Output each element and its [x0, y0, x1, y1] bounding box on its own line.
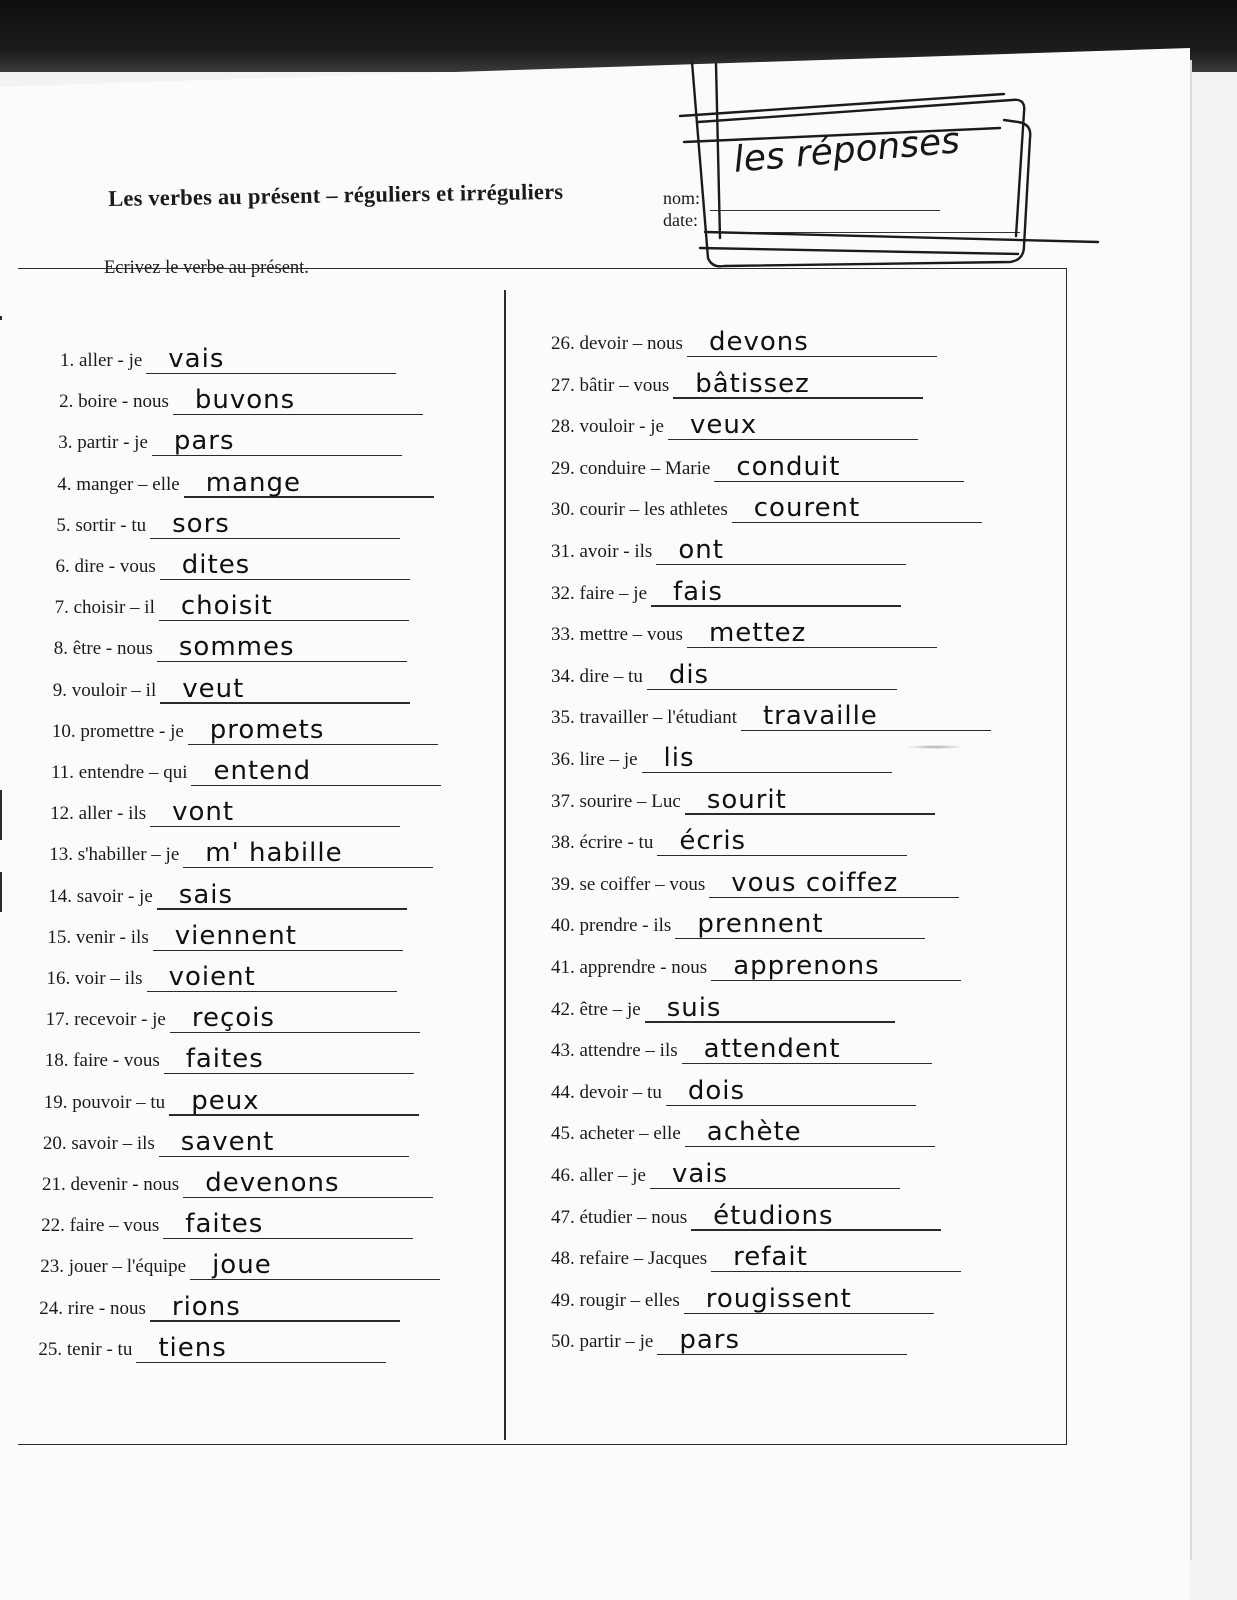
handwritten-answer: vais: [671, 1159, 729, 1189]
handwritten-answer: écris: [679, 826, 747, 857]
verb-prompt: 18. faire - vous: [44, 1050, 160, 1072]
handwritten-answer: entend: [213, 756, 312, 786]
verb-prompt: 36. lire – je: [551, 749, 638, 770]
exercise-item: [40, 1246, 480, 1282]
handwritten-answer: vont: [172, 797, 235, 828]
verb-prompt: 4. manger – elle: [57, 473, 180, 495]
verb-prompt: 8. être - nous: [53, 638, 153, 660]
verb-prompt: 42. être – je: [551, 998, 641, 1020]
exercise-item: [57, 464, 497, 500]
handwritten-answer: dois: [687, 1075, 746, 1106]
handwritten-answer: veux: [689, 410, 758, 441]
exercise-item: [551, 1072, 1021, 1108]
handwritten-answer: veut: [182, 673, 245, 704]
exercise-item: [47, 958, 487, 994]
verb-prompt: 27. bâtir – vous: [551, 374, 670, 396]
verb-prompt: 7. choisir – il: [54, 597, 155, 619]
exercise-item: [551, 614, 1021, 650]
worksheet-title: Les verbes au présent – réguliers et irréguliers: [108, 178, 564, 211]
exercise-item: [551, 905, 1021, 941]
frame-left-edge: [0, 316, 2, 320]
verb-prompt: 28. vouloir - je: [551, 416, 664, 438]
exercise-item: [551, 1280, 1021, 1316]
exercise-item: [55, 587, 495, 623]
handwritten-answer: reçois: [191, 1003, 275, 1034]
handwritten-answer: rions: [171, 1291, 241, 1322]
verb-prompt: 15. venir - ils: [47, 926, 149, 948]
date-line: [710, 232, 1020, 233]
exercise-item: [551, 531, 1021, 567]
frame-left-edge: [0, 790, 2, 840]
handwritten-answer: attendent: [703, 1034, 841, 1065]
handwritten-answer: mettez: [708, 618, 807, 649]
handwritten-answer: fais: [673, 576, 723, 607]
frame-left-edge: [0, 872, 2, 912]
exercise-item: [551, 323, 1021, 359]
verb-prompt: 19. pouvoir – tu: [43, 1091, 166, 1113]
handwritten-answer: rougissent: [705, 1283, 852, 1314]
handwritten-answer: vous coiffez: [731, 867, 899, 898]
verb-prompt: 24. rire - nous: [39, 1297, 146, 1319]
verb-prompt: 38. écrire - tu: [551, 832, 654, 854]
exercise-item: [38, 1329, 478, 1365]
handwritten-answer: ont: [678, 535, 724, 565]
exercise-item: [551, 822, 1021, 858]
handwritten-answer: conduit: [736, 451, 841, 482]
verb-prompt: 13. s'habiller – je: [49, 844, 180, 866]
handwritten-answer: faites: [185, 1044, 264, 1075]
exercise-item: [551, 656, 1021, 692]
exercise-item: [39, 1288, 479, 1324]
exercise-item: [54, 628, 494, 664]
exercise-item: [551, 1321, 1021, 1357]
name-label: nom:: [663, 188, 701, 208]
name-line: [710, 210, 940, 211]
exercise-item: [52, 711, 492, 747]
verb-prompt: 20. savoir – ils: [42, 1132, 155, 1154]
verb-prompt: 2. boire - nous: [59, 391, 169, 413]
exercise-item: [551, 489, 1021, 525]
handwritten-answer: peux: [191, 1085, 260, 1116]
exercise-item: [551, 781, 1021, 817]
exercise-item: [47, 917, 487, 953]
exercise-item: [46, 999, 486, 1035]
verb-prompt: 33. mettre – vous: [551, 624, 683, 646]
verb-prompt: 40. prendre - ils: [551, 915, 672, 937]
verb-prompt: 23. jouer – l'équipe: [40, 1256, 187, 1278]
verb-prompt: 43. attendre – ils: [551, 1040, 678, 1062]
verb-prompt: 47. étudier – nous: [551, 1206, 688, 1228]
verb-prompt: 30. courir – les athletes: [551, 499, 728, 521]
handwritten-answer: sors: [172, 508, 230, 539]
verb-prompt: 39. se coiffer – vous: [551, 873, 706, 895]
exercise-item: [551, 365, 1021, 401]
exercise-item: [551, 1197, 1021, 1233]
handwritten-answer: dites: [181, 550, 251, 580]
handwritten-answer: buvons: [194, 385, 296, 416]
exercise-item: [56, 546, 496, 582]
exercise-item: [551, 448, 1021, 484]
handwritten-answer: mange: [205, 467, 301, 498]
column-divider: [504, 290, 506, 1440]
handwritten-answer: apprenons: [733, 951, 880, 981]
handwritten-answer: sais: [178, 879, 234, 910]
date-label: date:: [663, 210, 698, 230]
handwritten-answer: travaille: [762, 701, 878, 732]
handwritten-answer: prennent: [697, 909, 824, 940]
verb-prompt: 45. acheter – elle: [551, 1123, 681, 1145]
exercise-item: [50, 793, 490, 829]
verb-prompt: 14. savoir - je: [48, 885, 153, 907]
handwritten-answer: joue: [212, 1250, 272, 1281]
handwritten-answer: courent: [753, 493, 861, 524]
exercise-item: [49, 834, 489, 870]
exercise-item: [551, 406, 1021, 442]
verb-prompt: 22. faire – vous: [41, 1215, 160, 1237]
verb-prompt: 26. devoir – nous: [551, 333, 683, 354]
exercise-item: [51, 752, 491, 788]
verb-prompt: 11. entendre – qui: [51, 762, 188, 783]
verb-prompt: 29. conduire – Marie: [551, 457, 711, 479]
handwritten-answer: tiens: [158, 1332, 227, 1363]
exercise-item: [53, 670, 493, 706]
verb-prompt: 50. partir – je: [551, 1331, 654, 1353]
handwritten-answer: lis: [663, 743, 695, 773]
verb-prompt: 31. avoir - ils: [551, 541, 653, 562]
handwritten-answer: devenons: [205, 1168, 340, 1198]
handwritten-answer: bâtissez: [695, 368, 810, 399]
exercise-item: [44, 1082, 484, 1118]
handwritten-answer: voient: [168, 962, 256, 992]
verb-prompt: 49. rougir – elles: [551, 1289, 680, 1311]
handwritten-answer: promets: [209, 714, 325, 745]
handwritten-answer: sommes: [178, 632, 295, 663]
handwritten-answer: achète: [706, 1117, 802, 1148]
exercise-item: [58, 422, 498, 458]
exercise-item: [551, 864, 1021, 900]
verb-prompt: 34. dire – tu: [551, 665, 643, 687]
handwritten-answer: étudions: [713, 1200, 834, 1231]
handwritten-answer: pars: [679, 1325, 741, 1356]
verb-prompt: 44. devoir – tu: [551, 1081, 662, 1103]
handwritten-answer: faites: [185, 1209, 264, 1240]
scan-smudge: [905, 745, 965, 749]
verb-prompt: 21. devenir - nous: [42, 1174, 180, 1195]
handwritten-answer: pars: [173, 426, 235, 457]
exercise-item: [551, 1030, 1021, 1066]
handwritten-answer: choisit: [180, 591, 273, 622]
handwritten-answer: savent: [180, 1126, 275, 1157]
verb-prompt: 3. partir - je: [58, 432, 148, 454]
exercise-item: [551, 1238, 1021, 1274]
exercise-item: [551, 947, 1021, 983]
exercise-item: [60, 340, 500, 376]
exercise-item: [551, 989, 1021, 1025]
verb-prompt: 35. travailler – l'étudiant: [551, 707, 737, 729]
exercise-item: [551, 1155, 1021, 1191]
exercise-item: [551, 1113, 1021, 1149]
verb-prompt: 32. faire – je: [551, 582, 648, 604]
verb-prompt: 10. promettre - je: [51, 720, 184, 742]
verb-prompt: 1. aller - je: [60, 350, 143, 371]
verb-prompt: 37. sourire – Luc: [551, 790, 681, 812]
handwritten-answer: refait: [733, 1242, 808, 1273]
exercise-item: [56, 505, 496, 541]
handwritten-answer: m' habille: [205, 838, 343, 869]
instructions: Ecrivez le verbe au présent.: [104, 258, 309, 278]
handwritten-answer: dis: [668, 659, 710, 690]
verb-prompt: 46. aller – je: [551, 1165, 646, 1186]
verb-prompt: 17. recevoir - je: [45, 1009, 166, 1031]
exercise-item: [551, 697, 1021, 733]
exercise-item: [59, 381, 499, 417]
verb-prompt: 12. aller - ils: [50, 803, 147, 825]
exercise-item: [41, 1205, 481, 1241]
verb-prompt: 48. refaire – Jacques: [551, 1248, 708, 1270]
exercise-item: [48, 876, 488, 912]
verb-prompt: 6. dire - vous: [55, 556, 156, 577]
verb-prompt: 5. sortir - tu: [56, 514, 147, 536]
exercise-item: [43, 1123, 483, 1159]
verb-prompt: 25. tenir - tu: [38, 1338, 133, 1360]
answer-key-stamp: les réponses: [732, 120, 962, 181]
paper-right-edge: [1190, 60, 1192, 1560]
handwritten-answer: suis: [666, 992, 722, 1023]
handwritten-answer: viennent: [174, 920, 297, 951]
handwritten-answer: devons: [708, 327, 809, 357]
exercise-item: [45, 1040, 485, 1076]
verb-prompt: 41. apprendre - nous: [551, 957, 708, 978]
verb-prompt: 16. voir – ils: [46, 968, 143, 989]
verb-prompt: 9. vouloir – il: [52, 679, 157, 701]
handwritten-answer: sourit: [706, 784, 787, 815]
exercise-item: [551, 573, 1021, 609]
exercise-item: [42, 1164, 482, 1200]
handwritten-answer: vais: [168, 344, 225, 374]
